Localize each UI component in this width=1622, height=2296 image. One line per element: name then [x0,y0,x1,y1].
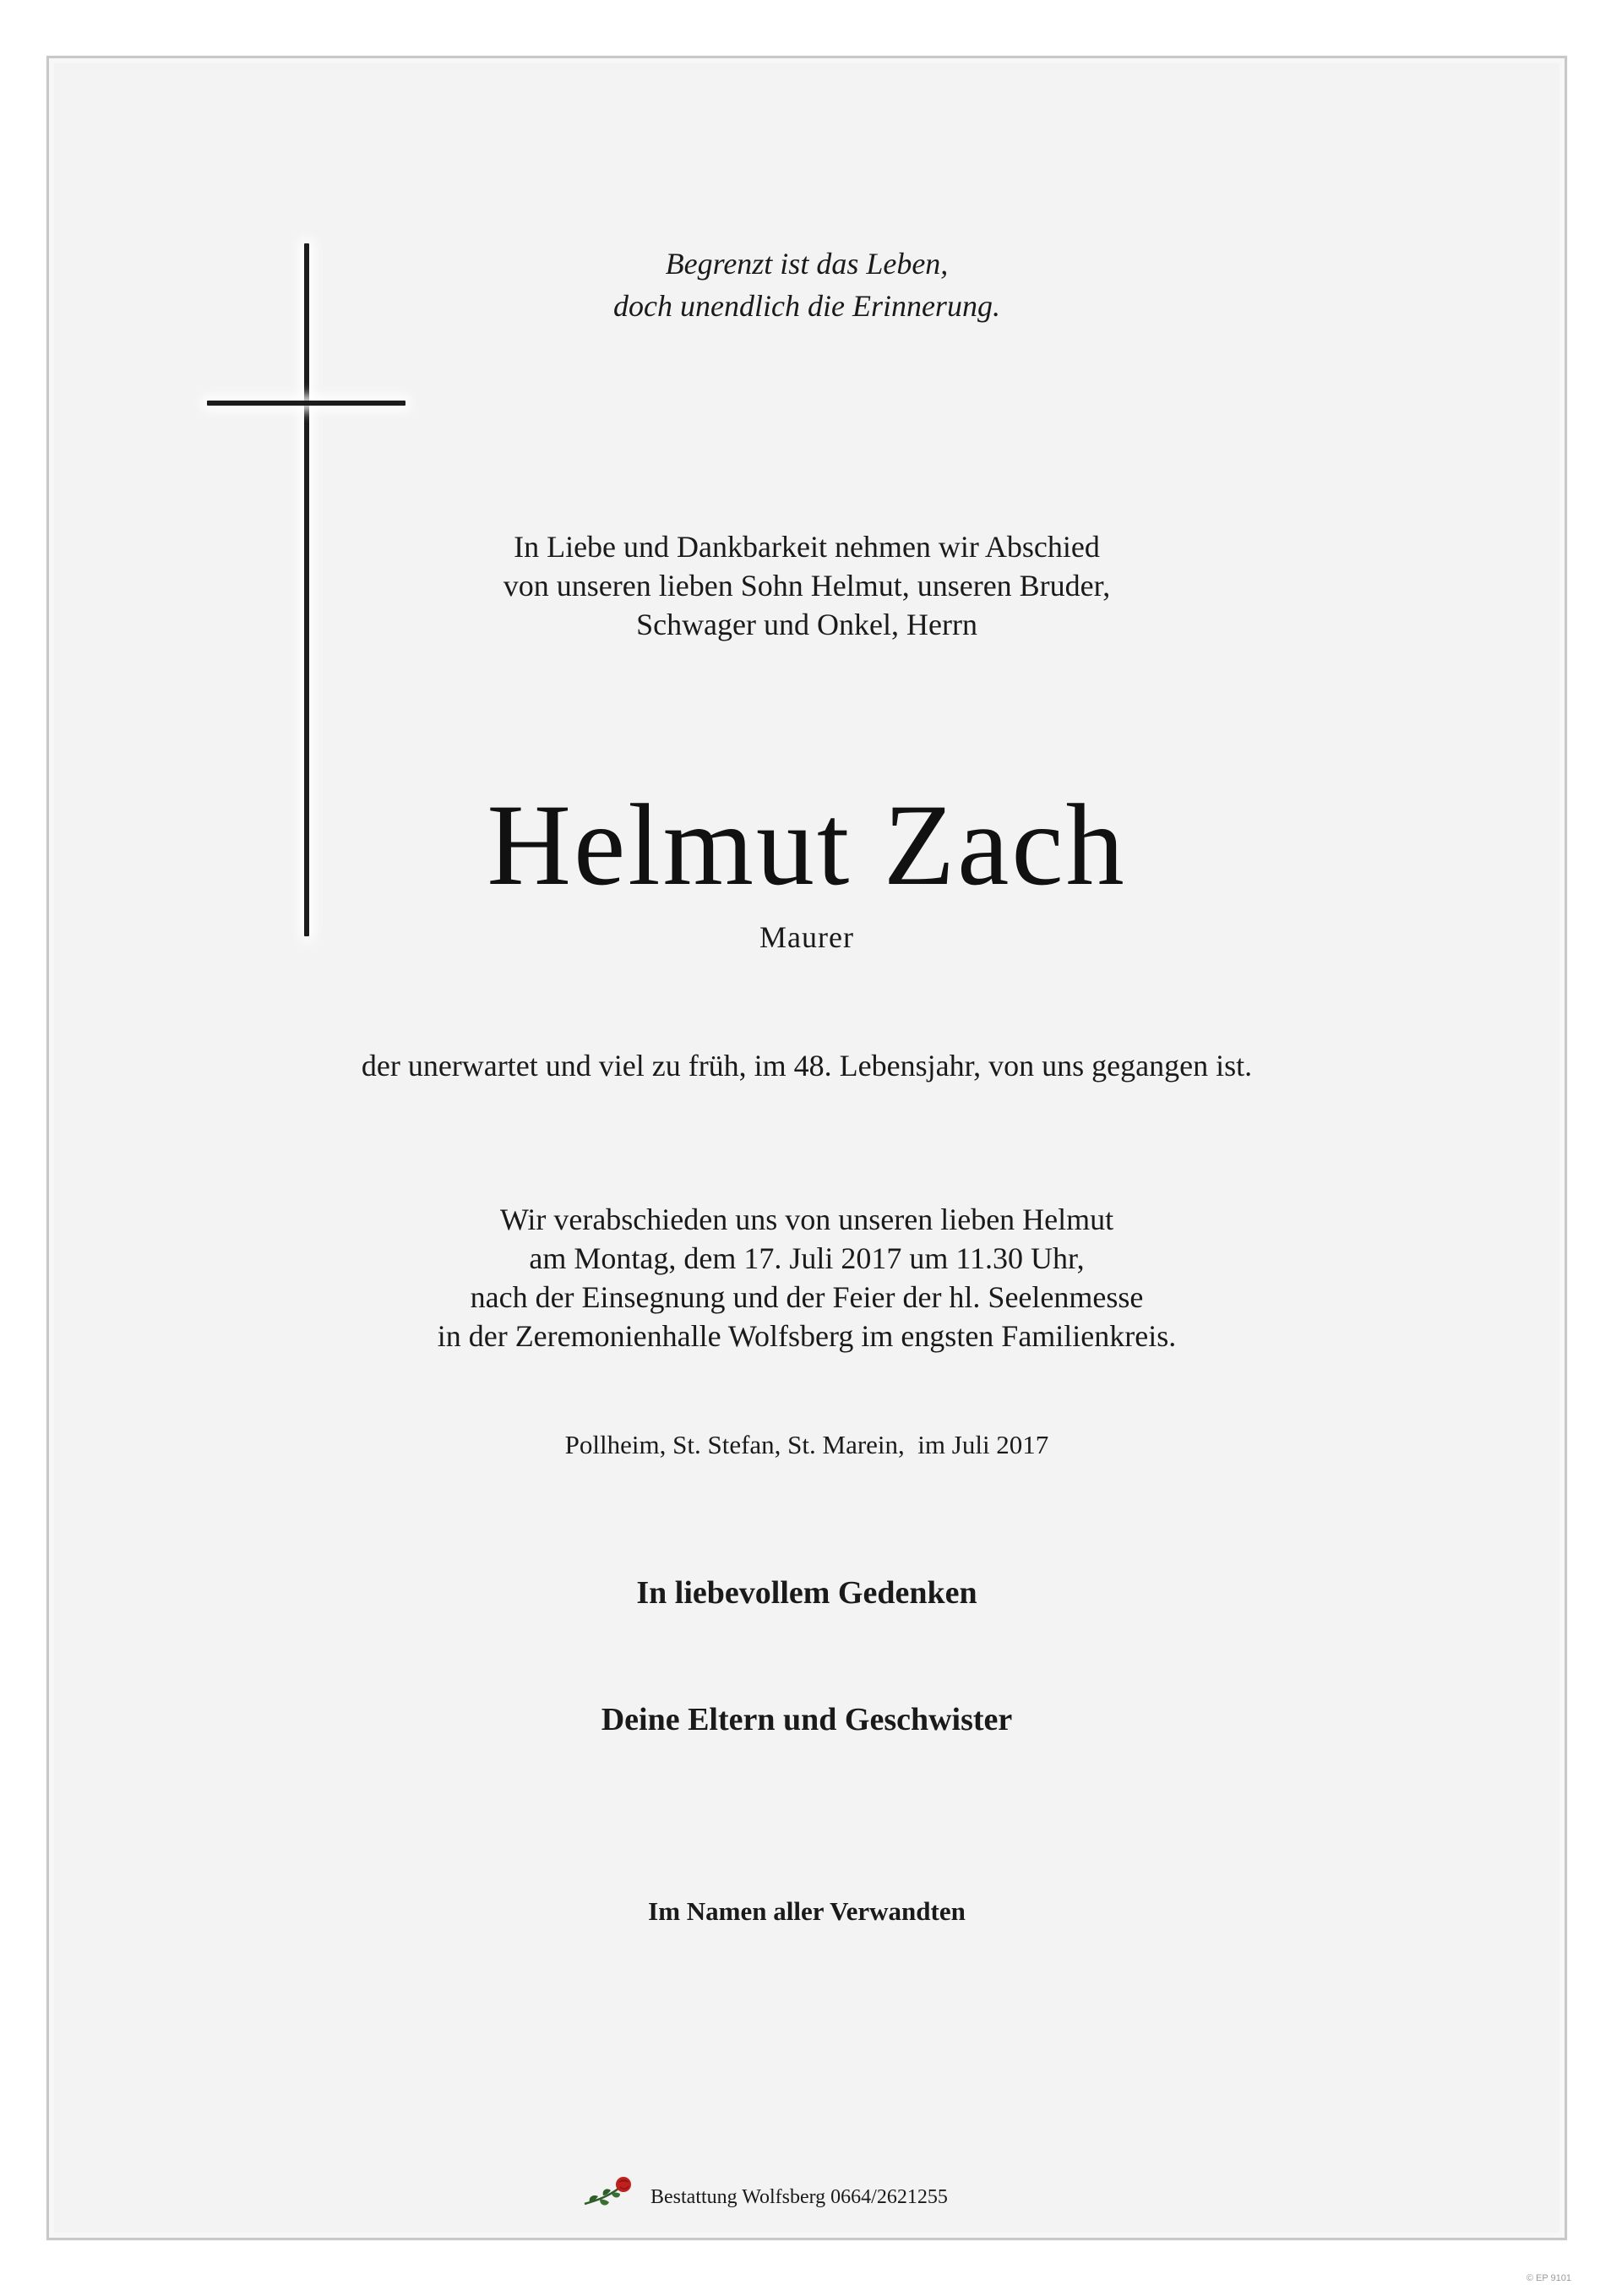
motto-line: Begrenzt ist das Leben, [665,247,949,281]
farewell-intro [46,527,1567,644]
cross-horizontal-bar [207,401,406,406]
service-line: am Montag, dem 17. Juli 2017 um 11.30 Uhr, [529,1241,1085,1275]
motto [46,243,1567,327]
undertaker-footer [581,2172,948,2209]
place-date: Pollheim, St. Stefan, St. Marein, im Juli 2017 [564,1430,1049,1459]
service-line: in der Zeremonienhalle Wolfsberg im engsten Familienkreis. [437,1319,1177,1353]
intro-line: von unseren lieben Sohn Helmut, unseren Bruder, [503,569,1111,603]
family-signature: Deine Eltern und Geschwister [601,1702,1013,1737]
intro-line: In Liebe und Dankbarkeit nehmen wir Abschied [514,530,1100,564]
rose-icon [581,2172,645,2209]
deceased-occupation: Maurer [759,920,854,954]
intro-line: Schwager und Onkel, Herrn [636,608,977,641]
service-details [46,1200,1567,1355]
service-line: Wir verabschieden uns von unseren lieben Helmut [499,1203,1114,1236]
deceased-name: Helmut Zach [487,780,1127,909]
death-statement: der unerwartet und viel zu früh, im 48. Lebensjahr, von uns gegangen ist. [361,1049,1253,1083]
memory-line: In liebevollem Gedenken [636,1575,977,1611]
service-line: nach der Einsegnung und der Feier der hl. Seelenmesse [470,1280,1144,1314]
copyright-mark: © EP 9101 [1526,2273,1571,2283]
undertaker-contact: Bestattung Wolfsberg 0664/2621255 [650,2186,948,2208]
motto-line: doch unendlich die Erinnerung. [613,289,1000,323]
relatives-signature: Im Namen aller Verwandten [648,1896,966,1926]
